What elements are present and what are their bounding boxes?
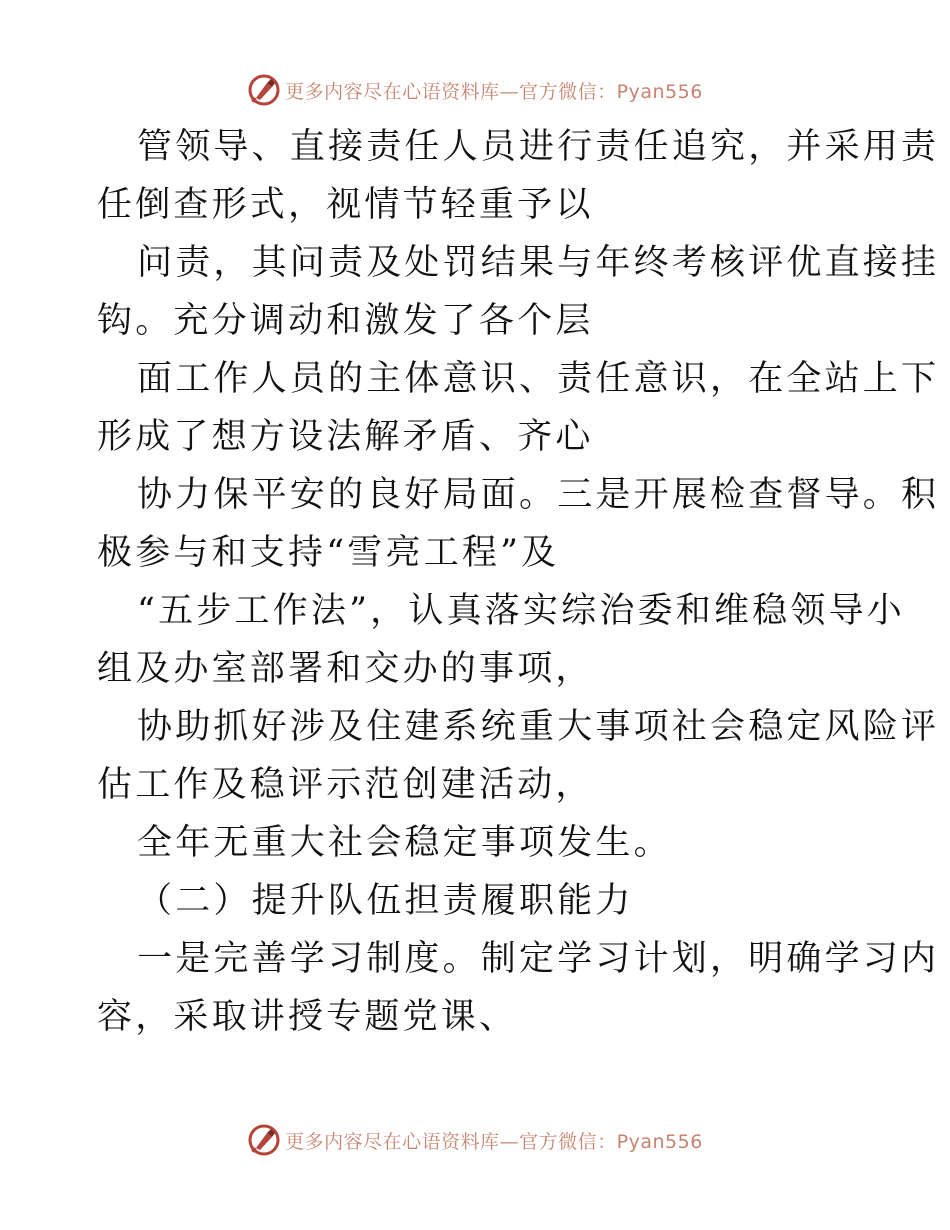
pen-nib-logo-icon	[247, 73, 281, 107]
footer-watermark	[0, 1120, 950, 1160]
watermark-wechat-id: Pyan556	[616, 1130, 703, 1153]
body-line: 问责，其问责及处罚结果与年终考核评优直接挂	[137, 243, 940, 283]
body-line: 一是完善学习制度。制定学习计划，明确学习内	[137, 939, 940, 979]
header-watermark	[0, 70, 950, 110]
body-line: 组及办室部署和交办的事项，	[97, 649, 594, 689]
watermark-text: 更多内容尽在心语资料库—官方微信：	[285, 1130, 617, 1153]
body-line: 管领导、直接责任人员进行责任追究，并采用责	[137, 127, 940, 167]
body-line: 任倒查形式，视情节轻重予以	[97, 185, 594, 225]
pen-nib-logo-icon	[247, 1123, 281, 1157]
body-line: 钩。充分调动和激发了各个层	[97, 301, 594, 341]
body-line: 协力保平安的良好局面。三是开展检查督导。积	[137, 475, 940, 515]
body-line: 全年无重大社会稳定事项发生。	[137, 823, 672, 863]
body-line: 协助抓好涉及住建系统重大事项社会稳定风险评	[137, 707, 940, 747]
body-line: 估工作及稳评示范创建活动，	[97, 765, 594, 805]
section-heading: （二）提升队伍担责履职能力	[137, 881, 634, 921]
body-line: 容，采取讲授专题党课、	[97, 997, 518, 1037]
body-line: 面工作人员的主体意识、责任意识，在全站上下	[137, 359, 940, 399]
body-line: “五步工作法”，认真落实综治委和维稳领导小	[137, 591, 905, 631]
document-body	[97, 118, 940, 1046]
watermark-text: 更多内容尽在心语资料库—官方微信：	[285, 80, 617, 103]
body-line: 极参与和支持“雪亮工程”及	[97, 533, 560, 573]
watermark-wechat-id: Pyan556	[616, 80, 703, 103]
body-line: 形成了想方设法解矛盾、齐心	[97, 417, 594, 457]
